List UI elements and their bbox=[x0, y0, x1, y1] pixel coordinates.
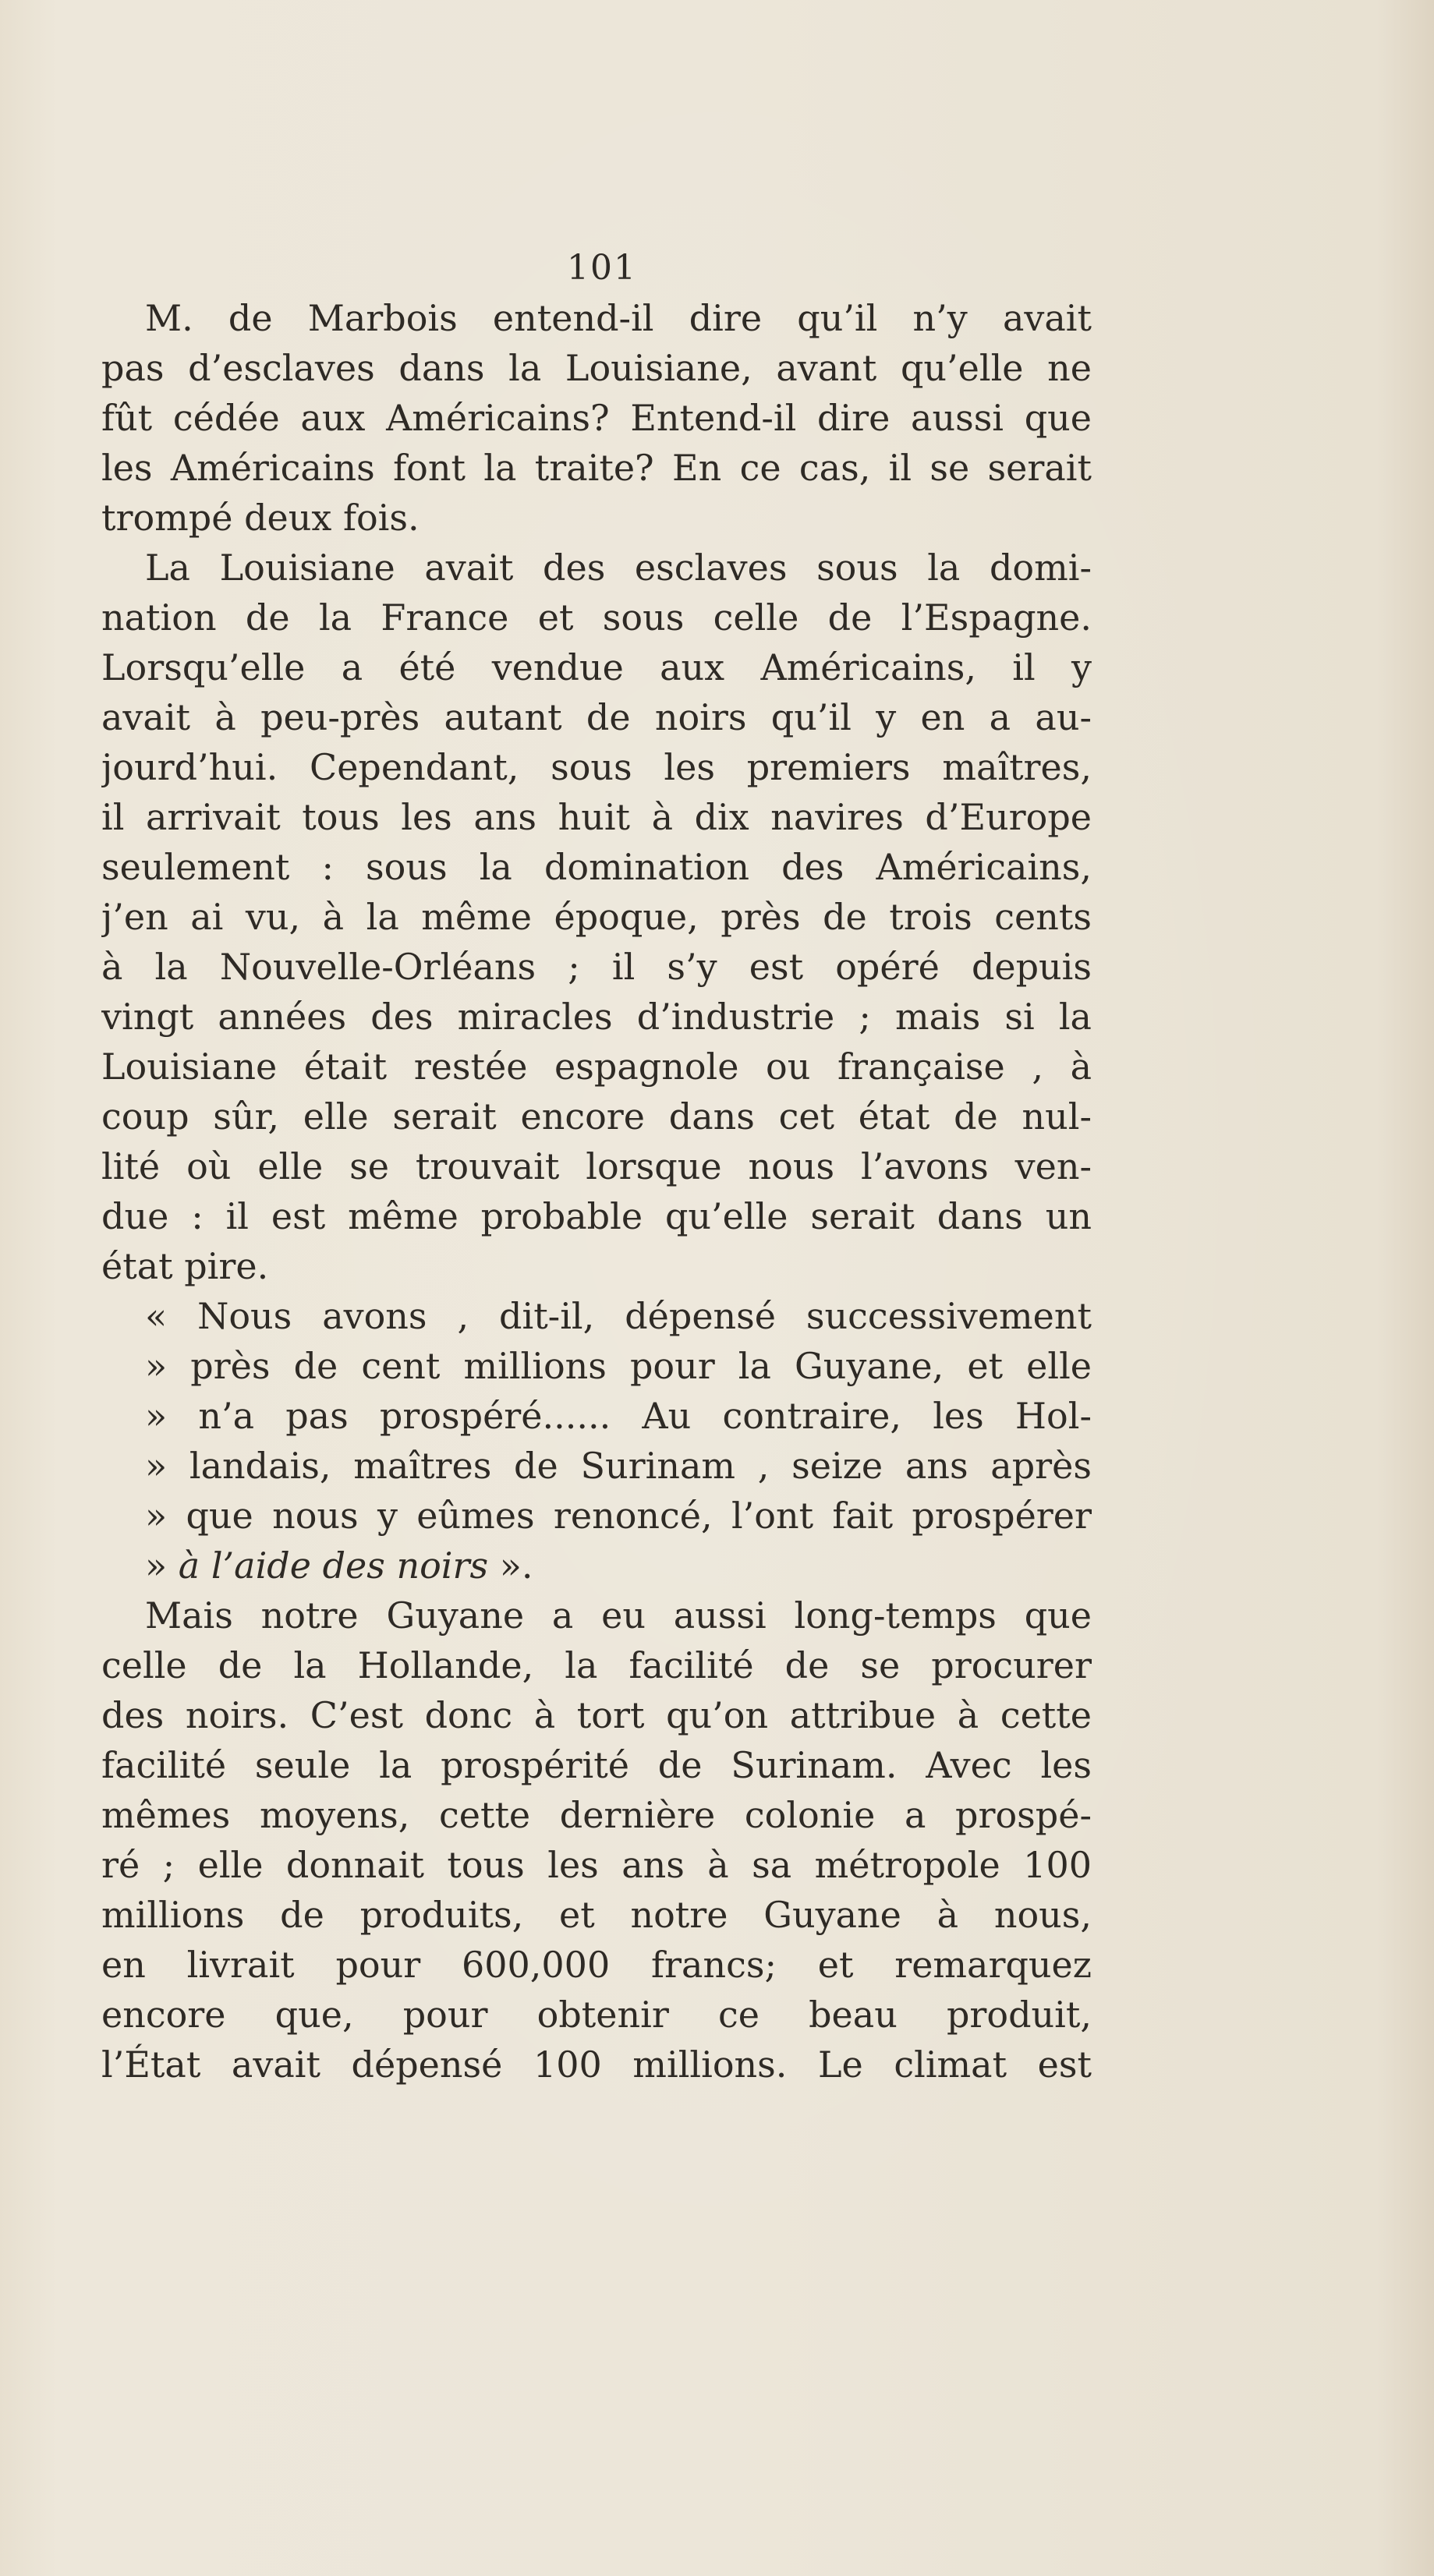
text-line: les Américains font la traite? En ce cas, il se serait bbox=[101, 447, 1092, 489]
text-line: ré ; elle donnait tous les ans à sa métropole 100 bbox=[101, 1844, 1092, 1886]
text-line: Lorsqu’elle a été vendue aux Américains, il y bbox=[101, 646, 1092, 688]
quote-mark: » bbox=[145, 1545, 179, 1587]
text-line: coup sûr, elle serait encore dans cet état de nul- bbox=[101, 1095, 1092, 1138]
text-line: pas d’esclaves dans la Louisiane, avant qu’elle ne bbox=[101, 347, 1092, 389]
quote-line: « Nous avons , dit-il, dépensé successivement bbox=[145, 1295, 1092, 1337]
text-line: l’État avait dépensé 100 millions. Le climat est bbox=[101, 2043, 1092, 2086]
text-line: lité où elle se trouvait lorsque nous l’avons ven- bbox=[101, 1145, 1092, 1187]
text-line: Louisiane était restée espagnole ou française , à bbox=[101, 1046, 1092, 1088]
quote-line: » près de cent millions pour la Guyane, et elle bbox=[145, 1345, 1092, 1387]
text-line: avait à peu-près autant de noirs qu’il y en a au- bbox=[101, 696, 1092, 738]
text-line: à la Nouvelle-Orléans ; il s’y est opéré depuis bbox=[101, 946, 1092, 988]
text-line: nation de la France et sous celle de l’Espagne. bbox=[101, 596, 1092, 639]
text-line: millions de produits, et notre Guyane à nous, bbox=[101, 1894, 1092, 1936]
text-line: trompé deux fois. bbox=[101, 497, 420, 539]
text-line: des noirs. C’est donc à tort qu’on attribue à cette bbox=[101, 1694, 1092, 1736]
text-line: état pire. bbox=[101, 1245, 269, 1287]
text-line: celle de la Hollande, la facilité de se procurer bbox=[101, 1644, 1092, 1686]
text-line: il arrivait tous les ans huit à dix navires d’Europe bbox=[101, 796, 1092, 838]
paragraph-marbois-question bbox=[101, 293, 1092, 543]
italic-emphasis: à l’aide des noirs bbox=[178, 1545, 489, 1587]
quote-line: » landais, maîtres de Surinam , seize ans après bbox=[145, 1445, 1092, 1487]
text-line: fût cédée aux Américains? Entend-il dire aussi que bbox=[101, 397, 1092, 439]
text-line: facilité seule la prospérité de Surinam. Avec les bbox=[101, 1744, 1092, 1786]
quote-line: » n’a pas prospéré...... Au contraire, les Hol- bbox=[145, 1395, 1092, 1437]
page-text bbox=[101, 243, 1092, 2089]
text-line: M. de Marbois entend-il dire qu’il n’y avait bbox=[145, 297, 1092, 339]
text-line: seulement : sous la domination des Américains, bbox=[101, 846, 1092, 888]
text-line: Mais notre Guyane a eu aussi long-temps que bbox=[145, 1594, 1092, 1637]
text-line: en livrait pour 600,000 francs; et remarquez bbox=[101, 1944, 1092, 1986]
page-number: 101 bbox=[567, 248, 637, 288]
paragraph-louisiane bbox=[101, 543, 1092, 1291]
paragraph-guyane bbox=[101, 1591, 1092, 2089]
text-line: due : il est même probable qu’elle serait dans un bbox=[101, 1195, 1092, 1237]
text-line: jourd’hui. Cependant, sous les premiers maîtres, bbox=[101, 746, 1092, 788]
paragraph-quotation bbox=[101, 1291, 1092, 1591]
text-line: encore que, pour obtenir ce beau produit, bbox=[101, 1994, 1092, 2036]
quote-closing-line bbox=[101, 1541, 1092, 1591]
quote-end: ». bbox=[488, 1545, 533, 1587]
text-line: mêmes moyens, cette dernière colonie a prospé- bbox=[101, 1794, 1092, 1836]
text-line: j’en ai vu, à la même époque, près de trois cents bbox=[101, 896, 1092, 938]
quote-line: » que nous y eûmes renoncé, l’ont fait prospérer bbox=[145, 1495, 1092, 1537]
text-line: vingt années des miracles d’industrie ; mais si la bbox=[101, 996, 1092, 1038]
text-line: La Louisiane avait des esclaves sous la domi- bbox=[145, 547, 1092, 589]
